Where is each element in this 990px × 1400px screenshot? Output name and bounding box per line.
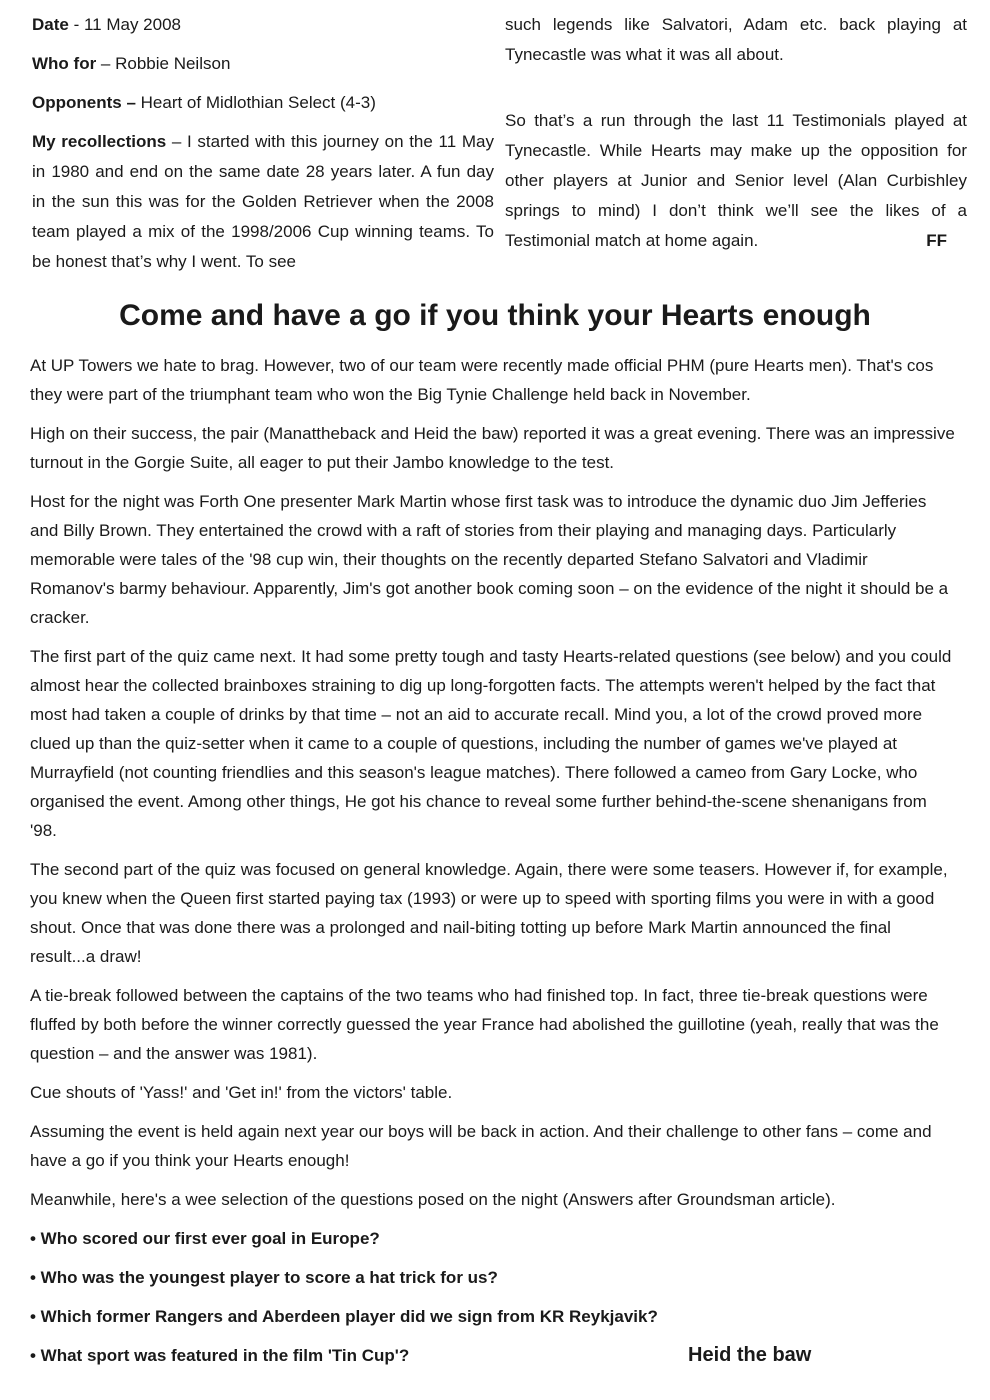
summary-text: So that’s a run through the last 11 Testimonials played at Tynecastle. While Hearts may make up the opposition for other players at Junior and Senior level (Alan Curbishley springs to mind) I don’t think we’ll see the likes of a Testimonial match at home again. [505, 111, 967, 250]
date-value: - 11 May 2008 [68, 15, 181, 34]
recollections-paragraph [32, 127, 494, 277]
article-paragraph: The second part of the quiz was focused on general knowledge. Again, there were some teasers. However if, for example, you knew when the Queen first started paying tax (1993) or were up to speed with sporting films you were in with a good shout. Once that was done there was a prolonged and nail-biting totting up before Mark Martin announced the final result...a draw! [30, 860, 948, 966]
recollections-text: – I started with this journey on the 11 May in 1980 and end on the same date 28 years later. A fun day in the sun this was for the Golden Retriever when the 2008 team played a mix of the 1998/2006 Cup winning teams. To be honest that’s why I went. To see [32, 132, 494, 271]
opponents-value: Heart of Midlothian Select (4-3) [135, 93, 376, 112]
quiz-question: • Who scored our first ever goal in Europe? [30, 1229, 380, 1248]
quiz-question: • Who was the youngest player to score a hat trick for us? [30, 1268, 498, 1287]
summary-paragraph [505, 106, 967, 256]
who-for-line [32, 49, 494, 79]
continuation-paragraph: such legends like Salvatori, Adam etc. back playing at Tynecastle was what it was all about. [505, 15, 967, 64]
article-paragraph: Assuming the event is held again next year our boys will be back in action. And their challenge to other fans – come and have a go if you think your Hearts enough! [30, 1122, 932, 1170]
date-label: Date [32, 15, 69, 34]
author-signature: FF [926, 231, 947, 250]
article-paragraph: Meanwhile, here's a wee selection of the questions posed on the night (Answers after Groundsman article). [30, 1190, 836, 1209]
quiz-question: • Which former Rangers and Aberdeen player did we sign from KR Reykjavik? [30, 1307, 658, 1326]
article-headline: Come and have a go if you think your Hearts enough [119, 299, 871, 332]
left-column [32, 10, 494, 277]
article-signoff: Heid the baw [688, 1344, 812, 1366]
opponents-label: Opponents – [32, 93, 136, 112]
opponents-line [32, 88, 494, 118]
who-for-value: – Robbie Neilson [96, 54, 231, 73]
date-line [32, 10, 494, 40]
recollections-label: My recollections [32, 132, 167, 151]
article-paragraph: High on their success, the pair (Manattheback and Heid the baw) reported it was a great evening. There was an impressive turnout in the Gorgie Suite, all eager to put their Jambo knowledge to the test. [30, 424, 955, 472]
who-for-label: Who for [32, 54, 97, 73]
quiz-question: • What sport was featured in the film 'Tin Cup'? [30, 1346, 410, 1365]
article-paragraph: Cue shouts of 'Yass!' and 'Get in!' from the victors' table. [30, 1083, 453, 1102]
article-paragraph: The first part of the quiz came next. It had some pretty tough and tasty Hearts-related questions (see below) and you could almost hear the collected brainboxes straining to dig up long-forgotten facts. The attempts weren't helped by the fact that most had taken a couple of drinks by that time – not an aid to accurate recall. Mind you, a lot of the crowd proved more clued up than the quiz-setter when it came to a couple of questions, including the number of games we've played at Murrayfield (not counting friendlies and this season's league matches). There followed a cameo from Gary Locke, who organised the event. Among other things, He got his chance to reveal some further behind-the-scene shenanigans from '98. [30, 647, 952, 840]
right-column [505, 10, 967, 256]
article-paragraph: Host for the night was Forth One presenter Mark Martin whose first task was to introduce the dynamic duo Jim Jefferies and Billy Brown. They entertained the crowd with a raft of stories from their playing and managing days. Particularly memorable were tales of the '98 cup win, their thoughts on the recently departed Stefano Salvatori and Vladimir Romanov's barmy behaviour. Apparently, Jim's got another book coming soon – on the evidence of the night it should be a cracker. [30, 492, 949, 627]
article-paragraph: At UP Towers we hate to brag. However, two of our team were recently made official PHM (pure Hearts men). That's cos they were part of the triumphant team who won the Big Tynie Challenge held back in November. [30, 356, 934, 404]
article-body [30, 351, 955, 1380]
article-paragraph: A tie-break followed between the captains of the two teams who had finished top. In fact, three tie-break questions were fluffed by both before the winner correctly guessed the year France had abolished the guillotine (yeah, really that was the question – and the answer was 1981). [30, 986, 939, 1063]
